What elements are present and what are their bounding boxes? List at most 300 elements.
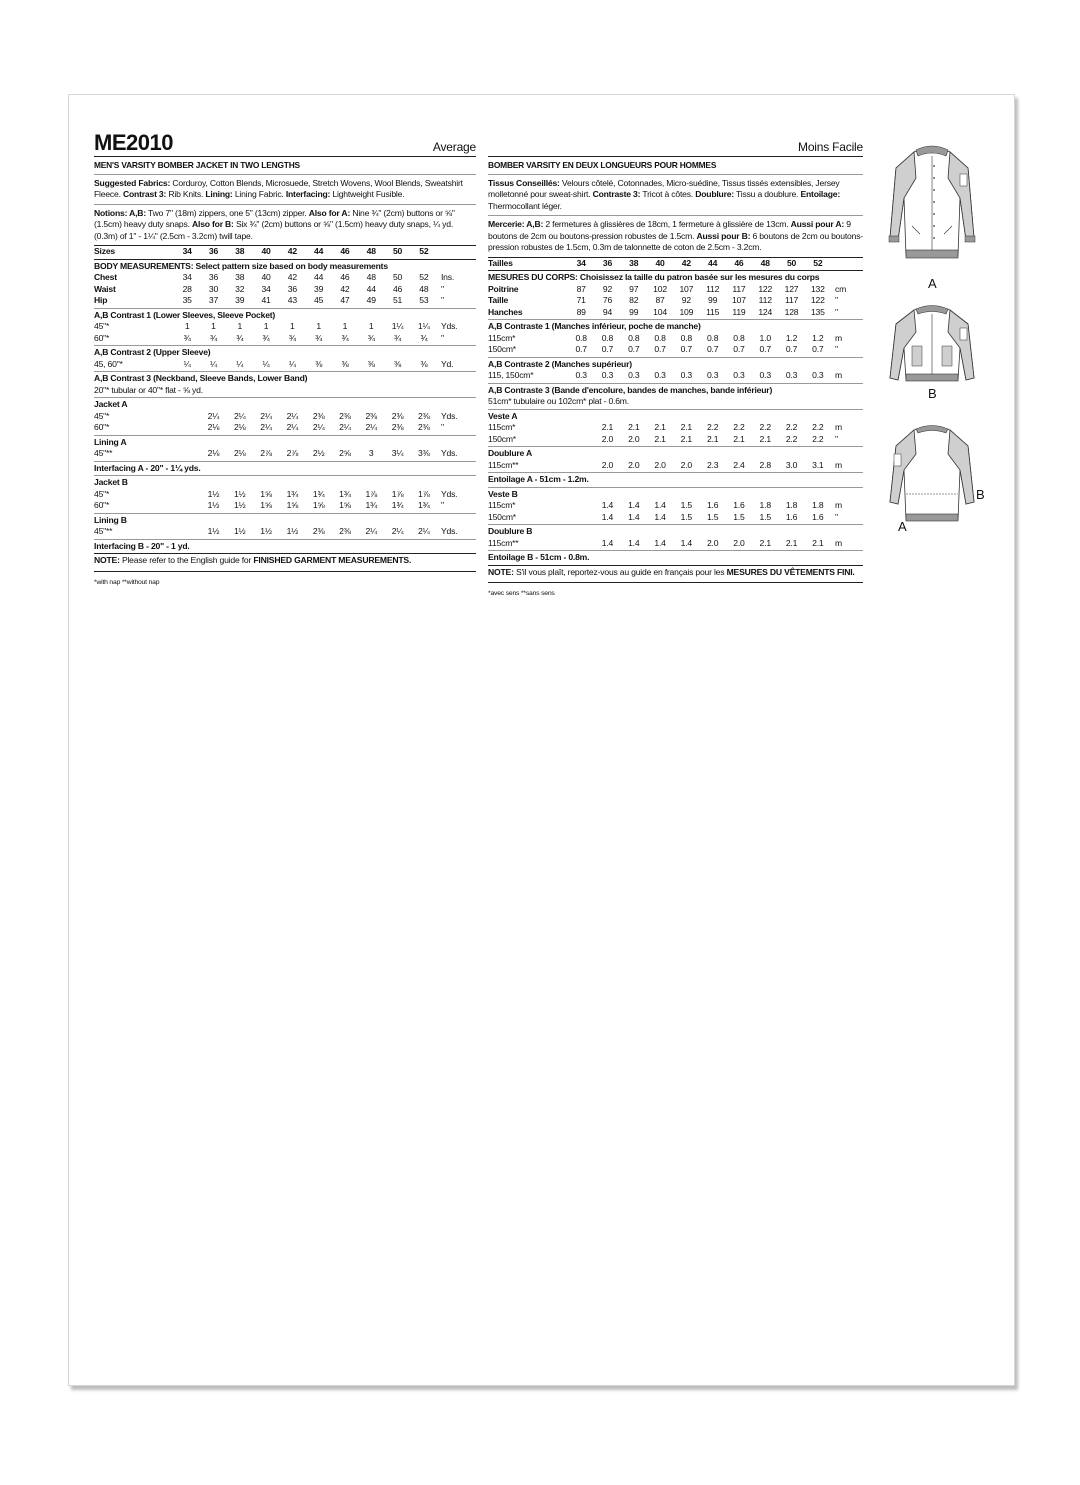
table-cell: 1⅞ bbox=[391, 488, 404, 499]
table-cell: 28 bbox=[182, 283, 192, 294]
table-cell: 1.4 bbox=[628, 537, 640, 548]
table-cell: 2⅜ bbox=[312, 526, 325, 536]
table-cell: 2.2 bbox=[785, 422, 798, 432]
yardage-row bbox=[488, 344, 863, 356]
table-cell: 1.5 bbox=[680, 500, 693, 510]
table-cell: 2.2 bbox=[706, 422, 719, 432]
table-cell: 3⅜ bbox=[418, 448, 430, 458]
notions-fr: Mercerie: A,B: 2 fermetures à glissières de 18cm, 1 fermeture à glissière de 13cm. Aussi pour A: 9 boutons de 2cm ou boutons-pression robustes de 1.5cm. Aussi pour B: 6 boutons de 2cm ou boutons-pression robustes de 1.5cm, 0.3m de talonnette de coton de 2.5cm - 3.2cm. bbox=[488, 216, 863, 258]
width-label: 150cm* bbox=[488, 344, 516, 354]
unit-cell: Yds. bbox=[440, 321, 458, 331]
table-cell: 1.5 bbox=[680, 511, 693, 522]
back-view-b-label: B bbox=[976, 487, 985, 502]
size-header: 34 bbox=[182, 246, 192, 256]
width-label: 150cm* bbox=[488, 511, 516, 522]
table-cell: 119 bbox=[732, 306, 746, 317]
jacket-back-sketch bbox=[882, 420, 982, 530]
table-cell: 32 bbox=[235, 283, 245, 294]
table-cell: 2.0 bbox=[654, 459, 666, 470]
size-header: 50 bbox=[392, 246, 403, 256]
table-cell: 115 bbox=[706, 306, 720, 317]
table-cell: 1.4 bbox=[654, 500, 666, 510]
sizes-row bbox=[488, 258, 863, 270]
fabric-heading: A,B Contraste 3 (Bande d'encolure, bandes de manches, bande inférieur) bbox=[488, 383, 863, 397]
table-cell: 0.3 bbox=[759, 370, 771, 380]
note-bold: FINISHED GARMENT MEASUREMENTS. bbox=[253, 555, 412, 565]
table-end-rule bbox=[488, 582, 863, 583]
table-cell: 2⅜ bbox=[339, 526, 351, 536]
table-cell: 135 bbox=[810, 306, 825, 317]
pattern-title-fr: BOMBER VARSITY EN DEUX LONGUEURS POUR HOMMES bbox=[488, 157, 863, 175]
size-header: 44 bbox=[708, 257, 718, 268]
table-cell: 2¼ bbox=[207, 410, 220, 421]
unit-cell: " bbox=[440, 332, 444, 343]
table-cell: 0.7 bbox=[759, 344, 771, 354]
table-cell: 38 bbox=[235, 272, 245, 282]
width-label: 60"* bbox=[94, 422, 110, 432]
table-cell: 92 bbox=[681, 295, 691, 305]
table-cell: 0.8 bbox=[706, 332, 719, 343]
sizes-row bbox=[94, 246, 476, 258]
table-cell: 1.6 bbox=[785, 511, 798, 522]
table-cell: 0.8 bbox=[733, 332, 745, 343]
measurement-label: Chest bbox=[94, 272, 117, 282]
view-b-label: B bbox=[928, 386, 937, 401]
table-cell: 2.0 bbox=[628, 433, 640, 444]
table-cell: 43 bbox=[287, 295, 297, 305]
table-cell: 1 bbox=[184, 321, 190, 331]
unit-cell: m bbox=[834, 422, 842, 432]
unit-cell: " bbox=[834, 433, 838, 444]
yardage-row bbox=[488, 422, 863, 434]
table-cell: 1 bbox=[237, 321, 243, 331]
table-cell: 2¼ bbox=[365, 526, 377, 536]
table-cell: 35 bbox=[182, 295, 192, 305]
table-cell: 1.8 bbox=[759, 500, 771, 510]
table-cell: 1.4 bbox=[680, 537, 693, 548]
table-cell: 1.6 bbox=[812, 511, 824, 522]
size-header: 42 bbox=[287, 246, 297, 256]
table-cell: 1 bbox=[342, 321, 348, 331]
table-cell: 107 bbox=[732, 295, 746, 305]
unit-cell: Yds. bbox=[440, 410, 458, 421]
fabric-heading: Interfacing B - 20" - 1 yd. bbox=[94, 539, 476, 553]
table-cell: 94 bbox=[602, 306, 613, 317]
yardage-table-en bbox=[94, 246, 476, 588]
note-text: Please refer to the English guide for bbox=[121, 555, 252, 565]
table-cell: 2⅛ bbox=[207, 448, 220, 458]
table-cell: 117 bbox=[732, 283, 746, 294]
table-cell: 122 bbox=[810, 295, 825, 305]
table-cell: ⅜ bbox=[315, 358, 323, 369]
table-cell: 1¼ bbox=[391, 321, 404, 331]
yardage-row bbox=[94, 489, 476, 501]
table-cell: 2.2 bbox=[733, 422, 745, 432]
table-cell: 97 bbox=[629, 283, 639, 294]
table-cell: 1¾ bbox=[286, 488, 299, 499]
table-cell: 0.7 bbox=[654, 344, 666, 354]
table-end-rule bbox=[94, 571, 476, 572]
table-cell: 1¼ bbox=[418, 321, 430, 331]
table-cell: 2⅞ bbox=[286, 448, 299, 458]
table-cell: 1.2 bbox=[785, 332, 798, 343]
table-cell: 2⅝ bbox=[339, 448, 351, 458]
width-label: 45"** bbox=[94, 448, 113, 458]
body-measurement-row bbox=[488, 307, 863, 319]
table-cell: 2.2 bbox=[812, 433, 824, 444]
width-label: 45"* bbox=[94, 321, 110, 331]
table-cell: 1.4 bbox=[654, 511, 666, 522]
table-cell: 127 bbox=[784, 283, 799, 294]
table-cell: 99 bbox=[708, 295, 718, 305]
measurement-label: Poitrine bbox=[488, 283, 519, 294]
table-cell: 104 bbox=[653, 306, 667, 317]
table-cell: 2½ bbox=[312, 448, 325, 458]
table-cell: ¾ bbox=[367, 332, 375, 343]
width-label: 115cm** bbox=[488, 459, 519, 470]
fabric-heading: Doublure A bbox=[488, 446, 863, 460]
table-cell: 2⅜ bbox=[418, 422, 430, 432]
body-measurement-row bbox=[94, 272, 476, 284]
table-cell: 2.1 bbox=[812, 537, 824, 548]
table-cell: ¼ bbox=[262, 358, 270, 369]
size-header: 44 bbox=[314, 246, 324, 256]
table-cell: 87 bbox=[576, 283, 586, 294]
table-cell: 89 bbox=[576, 306, 586, 317]
table-cell: ¾ bbox=[262, 332, 270, 343]
yardage-row bbox=[94, 359, 476, 371]
table-cell: 0.3 bbox=[680, 370, 693, 380]
table-cell: 34 bbox=[182, 272, 192, 282]
table-cell: 1 bbox=[316, 321, 321, 331]
table-cell: 3.0 bbox=[785, 459, 798, 470]
table-cell: 102 bbox=[653, 283, 667, 294]
table-cell: 2⅜ bbox=[312, 410, 325, 421]
notions: Notions: A,B: Two 7" (18m) zippers, one 5" (13cm) zipper. Also for A: Nine ¾" (2cm) buttons or ⅝" (1.5cm) heavy duty snaps. Also for B: Six ¾" (2cm) buttons or ⅝" (1.5cm) heavy duty snaps, ¼ yd. (0.3m) of 1" - 1¼" (2.5cm - 3.2cm) twill tape. bbox=[94, 205, 476, 247]
fabric-heading: Doublure B bbox=[488, 524, 863, 538]
size-header: 40 bbox=[261, 246, 271, 256]
table-cell: 1⅞ bbox=[365, 488, 377, 499]
fabric-heading: A,B Contrast 2 (Upper Sleeve) bbox=[94, 345, 476, 359]
table-cell: 2⅜ bbox=[365, 410, 377, 421]
table-cell: 1.5 bbox=[733, 511, 745, 522]
size-header: 34 bbox=[576, 257, 586, 268]
table-cell: ¼ bbox=[288, 358, 296, 369]
table-cell: ¾ bbox=[394, 332, 401, 343]
table-cell: 2.1 bbox=[759, 433, 771, 444]
fabric-heading: A,B Contrast 3 (Neckband, Sleeve Bands, Lower Band) bbox=[94, 371, 476, 385]
jacket-a-front-sketch bbox=[882, 138, 982, 278]
table-cell: 71 bbox=[576, 295, 586, 305]
table-cell: ¾ bbox=[236, 332, 244, 343]
table-cell: 1½ bbox=[233, 526, 246, 536]
table-cell: 2.1 bbox=[706, 433, 719, 444]
table-cell: 1½ bbox=[233, 500, 246, 510]
unit-cell: Yds. bbox=[440, 448, 458, 458]
table-cell: 0.8 bbox=[680, 332, 693, 343]
measurement-label: Taille bbox=[488, 295, 509, 305]
table-cell: 2.0 bbox=[680, 459, 693, 470]
fabric-heading: A,B Contrast 1 (Lower Sleeves, Sleeve Pocket) bbox=[94, 308, 476, 322]
table-cell: 1¾ bbox=[312, 488, 325, 499]
width-label: 115cm* bbox=[488, 500, 516, 510]
table-cell: 2¼ bbox=[365, 422, 377, 432]
table-cell: 2¼ bbox=[418, 526, 430, 536]
width-label: 115cm* bbox=[488, 422, 516, 432]
table-cell: 1½ bbox=[207, 500, 220, 510]
table-cell: 1⅞ bbox=[418, 488, 430, 499]
table-cell: ¾ bbox=[288, 332, 296, 343]
table-cell: ⅜ bbox=[341, 358, 349, 369]
width-label: 60"* bbox=[94, 500, 110, 510]
fabric-heading: Jacket A bbox=[94, 397, 476, 411]
table-cell: 1.5 bbox=[706, 511, 719, 522]
unit-cell: " bbox=[440, 283, 444, 294]
yardage-row bbox=[488, 500, 863, 512]
table-cell: 1½ bbox=[286, 526, 299, 536]
table-cell: 2¼ bbox=[339, 422, 351, 432]
table-cell: 2.2 bbox=[759, 422, 771, 432]
table-cell: 0.7 bbox=[601, 344, 614, 354]
table-cell: 2⅜ bbox=[391, 410, 404, 421]
table-cell: 1.6 bbox=[706, 500, 719, 510]
table-cell: 1¾ bbox=[365, 500, 377, 510]
footnote: *avec sens **sans sens bbox=[488, 590, 555, 597]
table-cell: 2¼ bbox=[312, 422, 325, 432]
table-cell: 1.4 bbox=[628, 511, 640, 522]
table-cell: 3¼ bbox=[391, 448, 404, 458]
body-measurements-heading: BODY MEASUREMENTS: Select pattern size based on body measurements bbox=[94, 259, 476, 273]
table-cell: 1⅝ bbox=[286, 500, 299, 510]
width-label: 45"* bbox=[94, 488, 110, 499]
note-label: NOTE: bbox=[94, 555, 120, 565]
table-cell: 128 bbox=[784, 306, 799, 317]
size-header: 42 bbox=[681, 257, 691, 268]
pattern-code: ME2010 bbox=[94, 130, 173, 155]
fabric-heading: A,B Contraste 1 (Manches inférieur, poche de manche) bbox=[488, 319, 863, 333]
table-cell: 48 bbox=[419, 283, 429, 294]
table-cell: 1.4 bbox=[654, 537, 666, 548]
note-bold: MESURES DU VÊTEMENTS FINI. bbox=[726, 566, 855, 577]
unit-cell: m bbox=[834, 332, 842, 343]
unit-cell: m bbox=[834, 537, 842, 548]
table-cell: 50 bbox=[392, 272, 403, 282]
table-cell: 1.4 bbox=[601, 511, 614, 522]
table-cell: 42 bbox=[340, 283, 350, 294]
table-cell: 2⅜ bbox=[339, 410, 351, 421]
table-cell: ¾ bbox=[420, 332, 428, 343]
yardage-row bbox=[94, 333, 476, 345]
unit-cell: cm bbox=[834, 283, 847, 294]
unit-cell: " bbox=[440, 500, 444, 510]
width-label: 115, 150cm* bbox=[488, 370, 534, 380]
suggested-fabrics-fr: Tissus Conseillés: Velours côtelé, Cotonnades, Micro-suédine, Tissus tissés extensibles, Jersey molletonné pour sweat-shirt. Contraste 3: Tricot à côtes. Doublure: Tissu a doublure. Entoilage: Thermocollant léger. bbox=[488, 175, 863, 217]
table-cell: ¾ bbox=[341, 332, 349, 343]
yardage-row bbox=[94, 321, 476, 333]
body-measurement-row bbox=[94, 284, 476, 296]
table-cell: 117 bbox=[784, 295, 799, 305]
size-header: 36 bbox=[208, 246, 219, 256]
table-cell: 1.6 bbox=[733, 500, 745, 510]
unit-cell: " bbox=[834, 306, 838, 317]
table-cell: 37 bbox=[208, 295, 219, 305]
table-cell: 1¾ bbox=[418, 500, 430, 510]
table-cell: 0.8 bbox=[628, 332, 640, 343]
width-label: 115cm* bbox=[488, 332, 516, 343]
unit-cell: Yds. bbox=[440, 488, 458, 499]
fabric-heading: Entoilage A - 51cm - 1.2m. bbox=[488, 472, 863, 486]
table-cell: 1 bbox=[263, 321, 269, 331]
table-cell: 30 bbox=[208, 283, 219, 294]
yardage-row bbox=[488, 512, 863, 524]
yardage-row bbox=[488, 538, 863, 550]
yardage-row bbox=[94, 422, 476, 434]
table-cell: 2⅛ bbox=[233, 422, 246, 432]
table-cell: 2.1 bbox=[601, 422, 614, 432]
unit-cell: " bbox=[834, 295, 838, 305]
table-cell: ⅜ bbox=[367, 358, 375, 369]
french-column bbox=[488, 130, 863, 600]
unit-cell: " bbox=[834, 344, 838, 354]
table-cell: 2.0 bbox=[706, 537, 719, 548]
jacket-b-front-sketch bbox=[882, 300, 982, 388]
table-cell: 0.3 bbox=[812, 370, 824, 380]
table-cell: 2.0 bbox=[628, 459, 640, 470]
fabric-heading: Entoilage B - 51cm - 0.8m. bbox=[488, 550, 863, 564]
table-cell: 0.3 bbox=[575, 370, 587, 380]
table-cell: 1.4 bbox=[628, 500, 640, 510]
table-cell: 0.7 bbox=[680, 344, 693, 354]
table-cell: 49 bbox=[366, 295, 376, 305]
difficulty-level-fr: Moins Facile bbox=[798, 140, 863, 154]
table-cell: 0.7 bbox=[733, 344, 745, 354]
table-cell: 2⅛ bbox=[233, 448, 246, 458]
suggested-fabrics: Suggested Fabrics: Corduroy, Cotton Blends, Microsuede, Stretch Wovens, Wool Blends, Sweatshirt Fleece. Contrast 3: Rib Knits. Lining: Lining Fabric. Interfacing: Lightweight Fusible. bbox=[94, 175, 476, 205]
table-cell: 1 bbox=[211, 321, 216, 331]
table-cell: 48 bbox=[366, 272, 376, 282]
table-cell: 1.8 bbox=[812, 500, 824, 510]
unit-cell: Ins. bbox=[440, 272, 455, 282]
table-cell: 2.1 bbox=[654, 433, 666, 444]
fabric-heading: Lining B bbox=[94, 513, 476, 527]
table-cell: 2⅜ bbox=[391, 422, 404, 432]
table-cell: 2⅛ bbox=[207, 422, 220, 432]
table-cell: 41 bbox=[261, 295, 271, 305]
table-cell: 2.4 bbox=[733, 459, 745, 470]
table-cell: 36 bbox=[287, 283, 297, 294]
table-cell: 99 bbox=[629, 306, 639, 317]
table-cell: 1¾ bbox=[391, 500, 404, 510]
table-cell: 42 bbox=[287, 272, 297, 282]
fabric-heading: Interfacing A - 20" - 1¼ yds. bbox=[94, 461, 476, 475]
table-cell: 1½ bbox=[233, 488, 246, 499]
english-column bbox=[94, 130, 476, 588]
size-header: 38 bbox=[235, 246, 245, 256]
unit-cell: m bbox=[834, 370, 842, 380]
table-cell: ⅜ bbox=[420, 358, 428, 369]
table-cell: 2.8 bbox=[759, 459, 771, 470]
yardage-table-fr bbox=[488, 258, 863, 600]
body-measurement-row bbox=[94, 295, 476, 307]
table-cell: 45 bbox=[314, 295, 324, 305]
table-cell: 0.7 bbox=[628, 344, 640, 354]
table-cell: 1.4 bbox=[601, 537, 614, 548]
table-cell: 92 bbox=[602, 283, 613, 294]
table-cell: 0.7 bbox=[575, 344, 587, 354]
table-cell: 0.3 bbox=[628, 370, 640, 380]
table-cell: 0.8 bbox=[654, 332, 666, 343]
table-cell: 2.2 bbox=[812, 422, 824, 432]
table-cell: 2¼ bbox=[233, 410, 246, 421]
table-cell: 124 bbox=[758, 306, 773, 317]
fabric-heading: Veste B bbox=[488, 487, 863, 501]
table-cell: 2⅞ bbox=[260, 448, 272, 458]
size-header: 36 bbox=[602, 257, 613, 268]
width-label: 60"* bbox=[94, 332, 110, 343]
table-cell: 39 bbox=[314, 283, 324, 294]
unit-cell: " bbox=[440, 295, 444, 305]
table-cell: 0.3 bbox=[654, 370, 666, 380]
note-line bbox=[94, 553, 476, 567]
note-line bbox=[488, 565, 863, 579]
table-cell: 0.3 bbox=[706, 370, 719, 380]
yardage-row bbox=[94, 526, 476, 538]
yardage-row bbox=[94, 411, 476, 423]
size-header: 40 bbox=[655, 257, 665, 268]
unit-cell: " bbox=[440, 422, 444, 432]
unit-cell: " bbox=[834, 511, 838, 522]
table-cell: 0.7 bbox=[706, 344, 719, 354]
table-cell: ¼ bbox=[236, 358, 244, 369]
table-cell: 1⅝ bbox=[260, 500, 272, 510]
table-cell: 34 bbox=[261, 283, 271, 294]
table-cell: 47 bbox=[340, 295, 350, 305]
table-cell: 0.7 bbox=[812, 344, 824, 354]
table-cell: 1⅝ bbox=[260, 488, 272, 499]
table-cell: 2.3 bbox=[706, 459, 719, 470]
width-label: 45"** bbox=[94, 526, 113, 536]
table-cell: 39 bbox=[235, 295, 245, 305]
measurement-label: Waist bbox=[94, 283, 116, 294]
table-cell: 46 bbox=[392, 283, 403, 294]
body-measurement-row bbox=[488, 284, 863, 296]
table-cell: ¾ bbox=[315, 332, 323, 343]
table-cell: ¼ bbox=[183, 358, 191, 369]
table-cell: 2¼ bbox=[260, 422, 272, 432]
fabric-heading: Lining A bbox=[94, 435, 476, 449]
table-cell: 2.1 bbox=[680, 422, 693, 432]
table-cell: 107 bbox=[679, 283, 694, 294]
table-cell: ⅜ bbox=[394, 358, 401, 369]
table-cell: 2.0 bbox=[733, 537, 745, 548]
table-cell: 1 bbox=[290, 321, 295, 331]
pattern-title: MEN'S VARSITY BOMBER JACKET IN TWO LENGTHS bbox=[94, 157, 476, 175]
table-cell: 2.0 bbox=[601, 433, 614, 444]
header-fr bbox=[488, 130, 863, 157]
table-cell: 1.2 bbox=[812, 332, 824, 343]
footnote: *with nap **without nap bbox=[94, 578, 160, 586]
sizes-label: Tailles bbox=[488, 257, 513, 268]
size-header: 46 bbox=[734, 257, 744, 268]
table-cell: 2.1 bbox=[759, 537, 771, 548]
table-cell: 53 bbox=[419, 295, 429, 305]
table-cell: 1½ bbox=[207, 526, 220, 536]
table-cell: ¾ bbox=[183, 332, 191, 343]
table-cell: ¾ bbox=[209, 332, 217, 343]
table-cell: 82 bbox=[629, 295, 639, 305]
table-cell: 0.7 bbox=[785, 344, 798, 354]
fabric-note: 51cm* tubulaire ou 102cm* plat - 0.6m. bbox=[488, 396, 629, 406]
